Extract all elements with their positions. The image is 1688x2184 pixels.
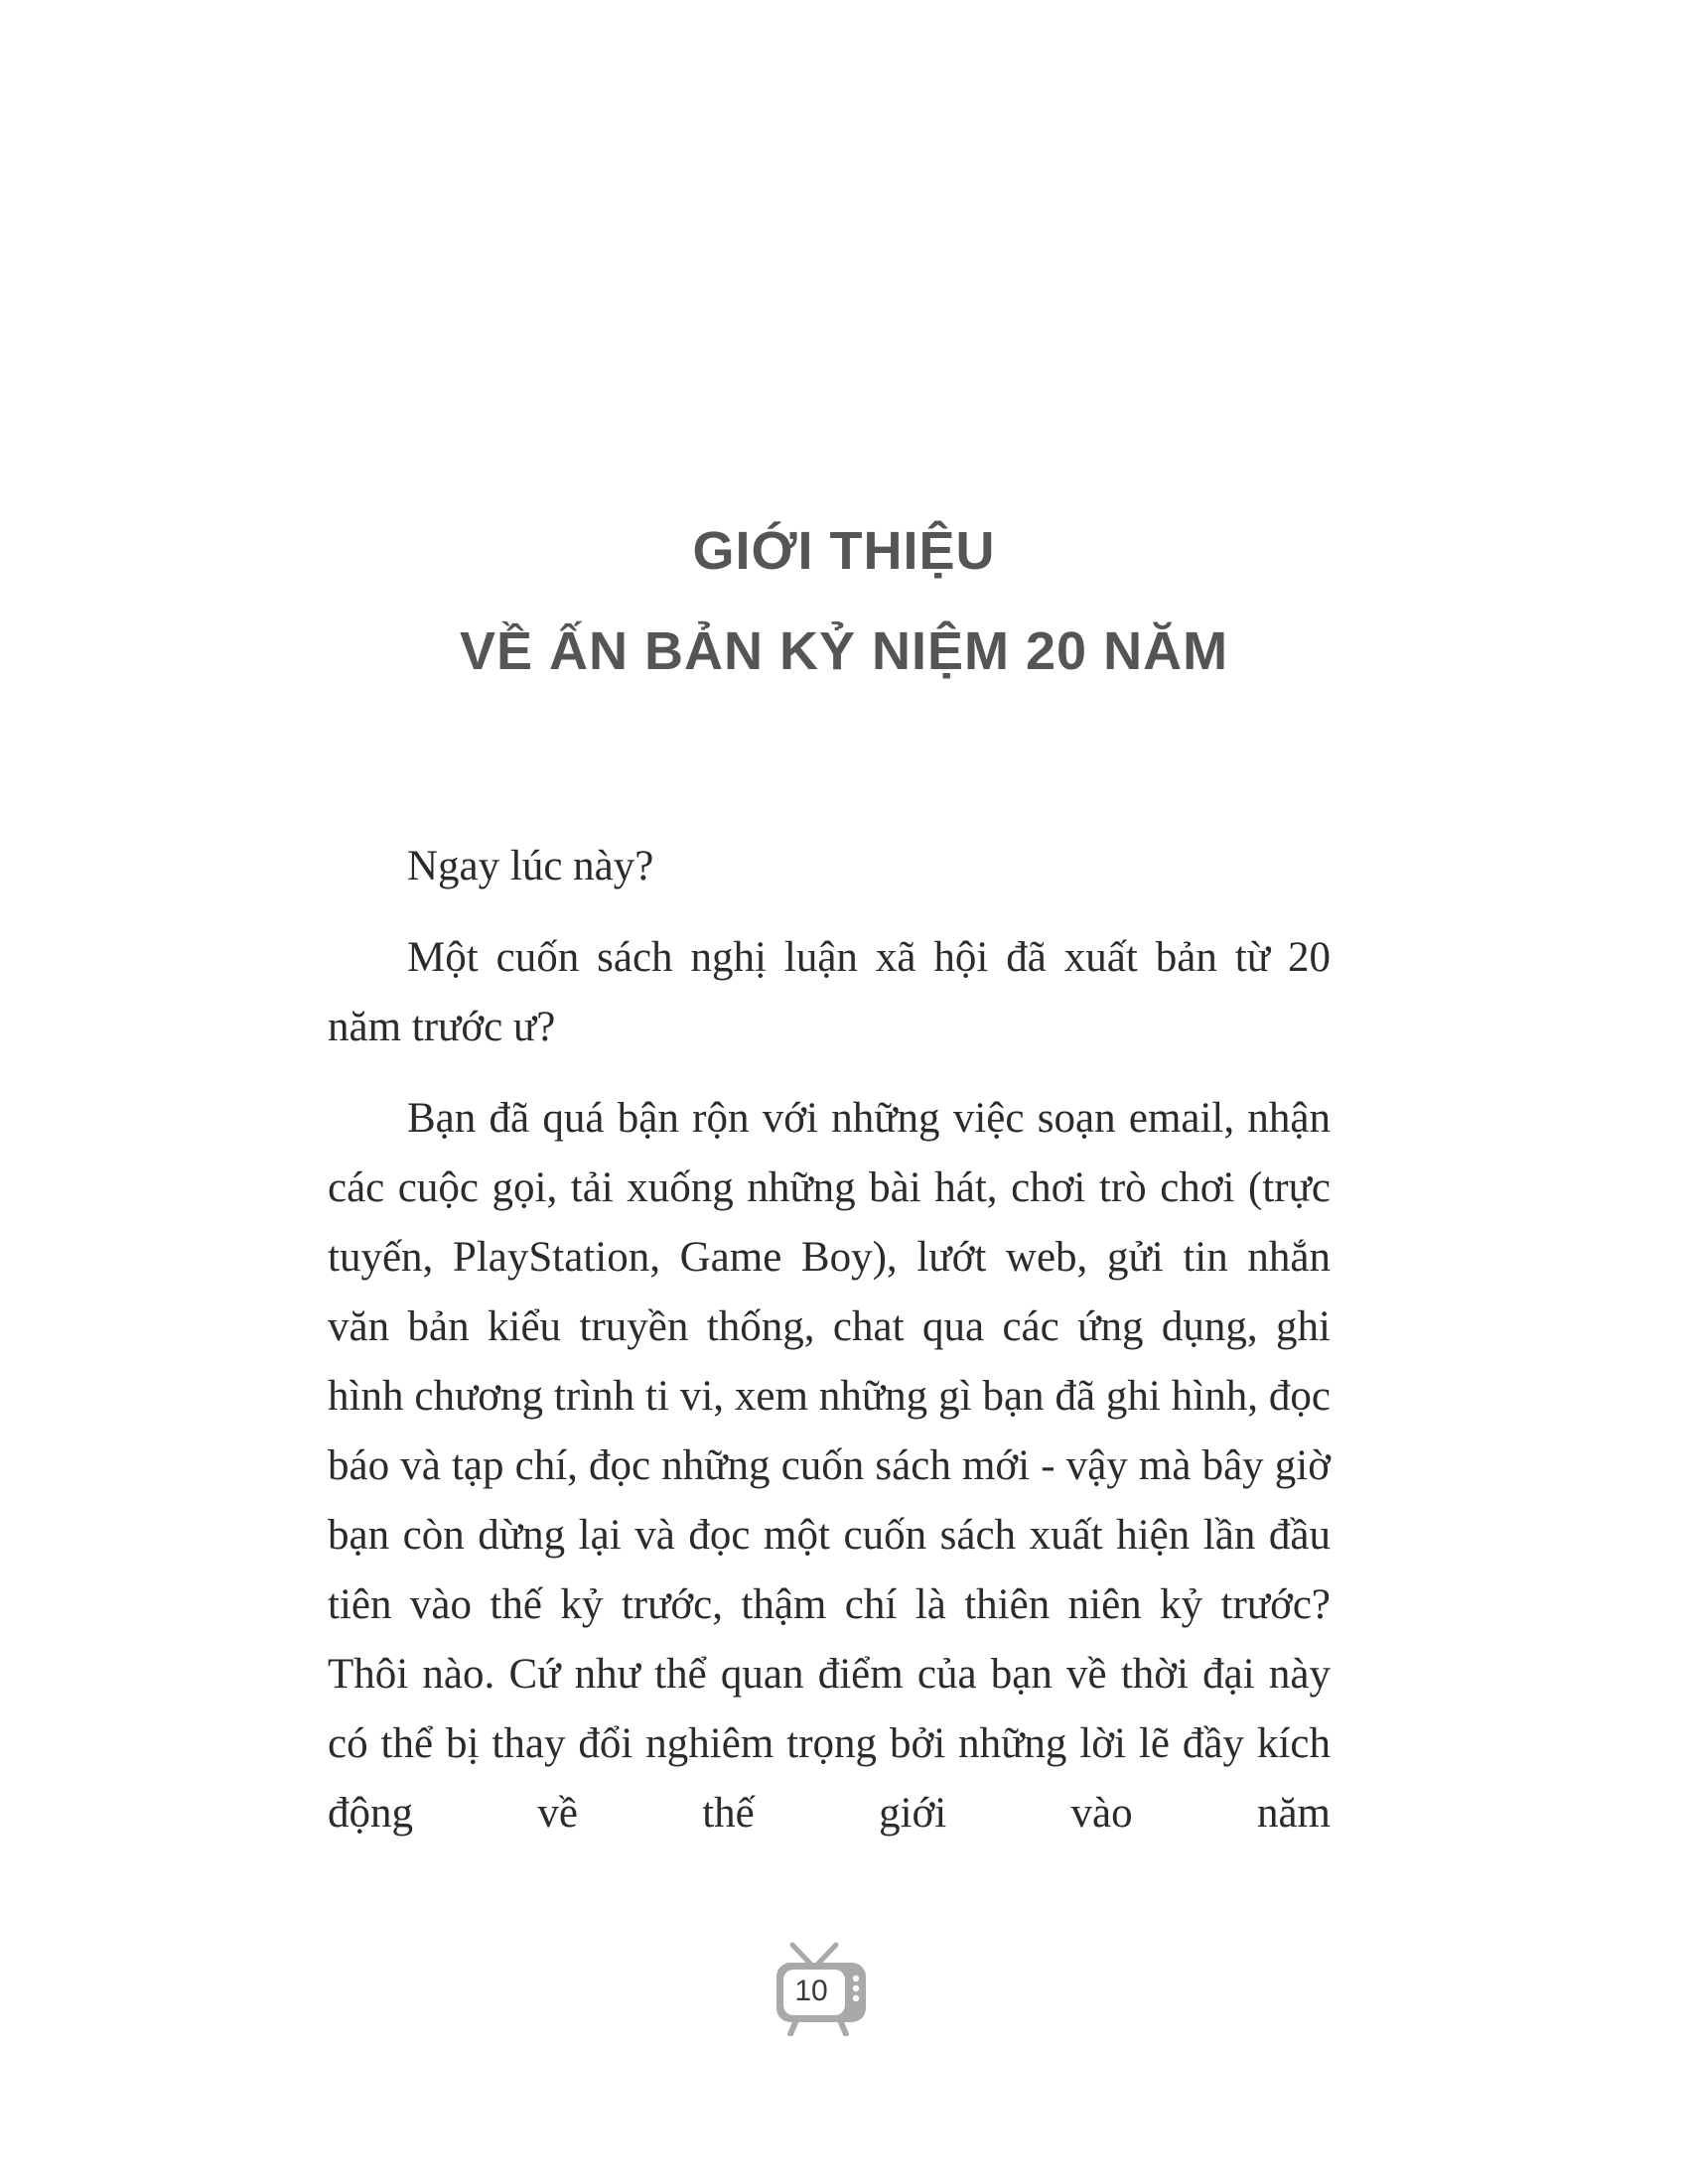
chapter-title-line-1: GIỚI THIỆU [692,521,996,581]
paragraph-2: Một cuốn sách nghị luận xã hội đã xuất bản từ 20 năm trước ư? [328,934,1331,1050]
page-number: 10 [794,1975,828,2007]
page-number-badge [774,1939,874,2036]
chapter-title-line-2: VỀ ẤN BẢN KỶ NIỆM 20 NĂM [459,621,1229,681]
body-text [328,832,1331,1870]
paragraph-1: Ngay lúc này? [407,843,654,889]
paragraph-3: Bạn đã quá bận rộn với những việc soạn email, nhận các cuộc gọi, tải xuống những bài hát, chơi trò chơi (trực tuyến, PlayStation, Game Boy), lướt web, gửi tin nhắn văn bản kiểu truyền thống, chat qua các ứng dụng, ghi hình chương trình ti vi, xem những gì bạn đã ghi hình, đọc báo và tạp chí, đọc những cuốn sách mới - vậy mà bây giờ bạn còn dừng lại và đọc một cuốn sách xuất hiện lần đầu tiên vào thế kỷ trước, thậm chí là thiên niên kỷ trước? Thôi nào. Cứ như thể quan điểm của bạn về thời đại này có thể bị thay đổi nghiêm trọng bởi những lời lẽ đầy kích động về thế giới vào năm [328,1095,1331,1837]
